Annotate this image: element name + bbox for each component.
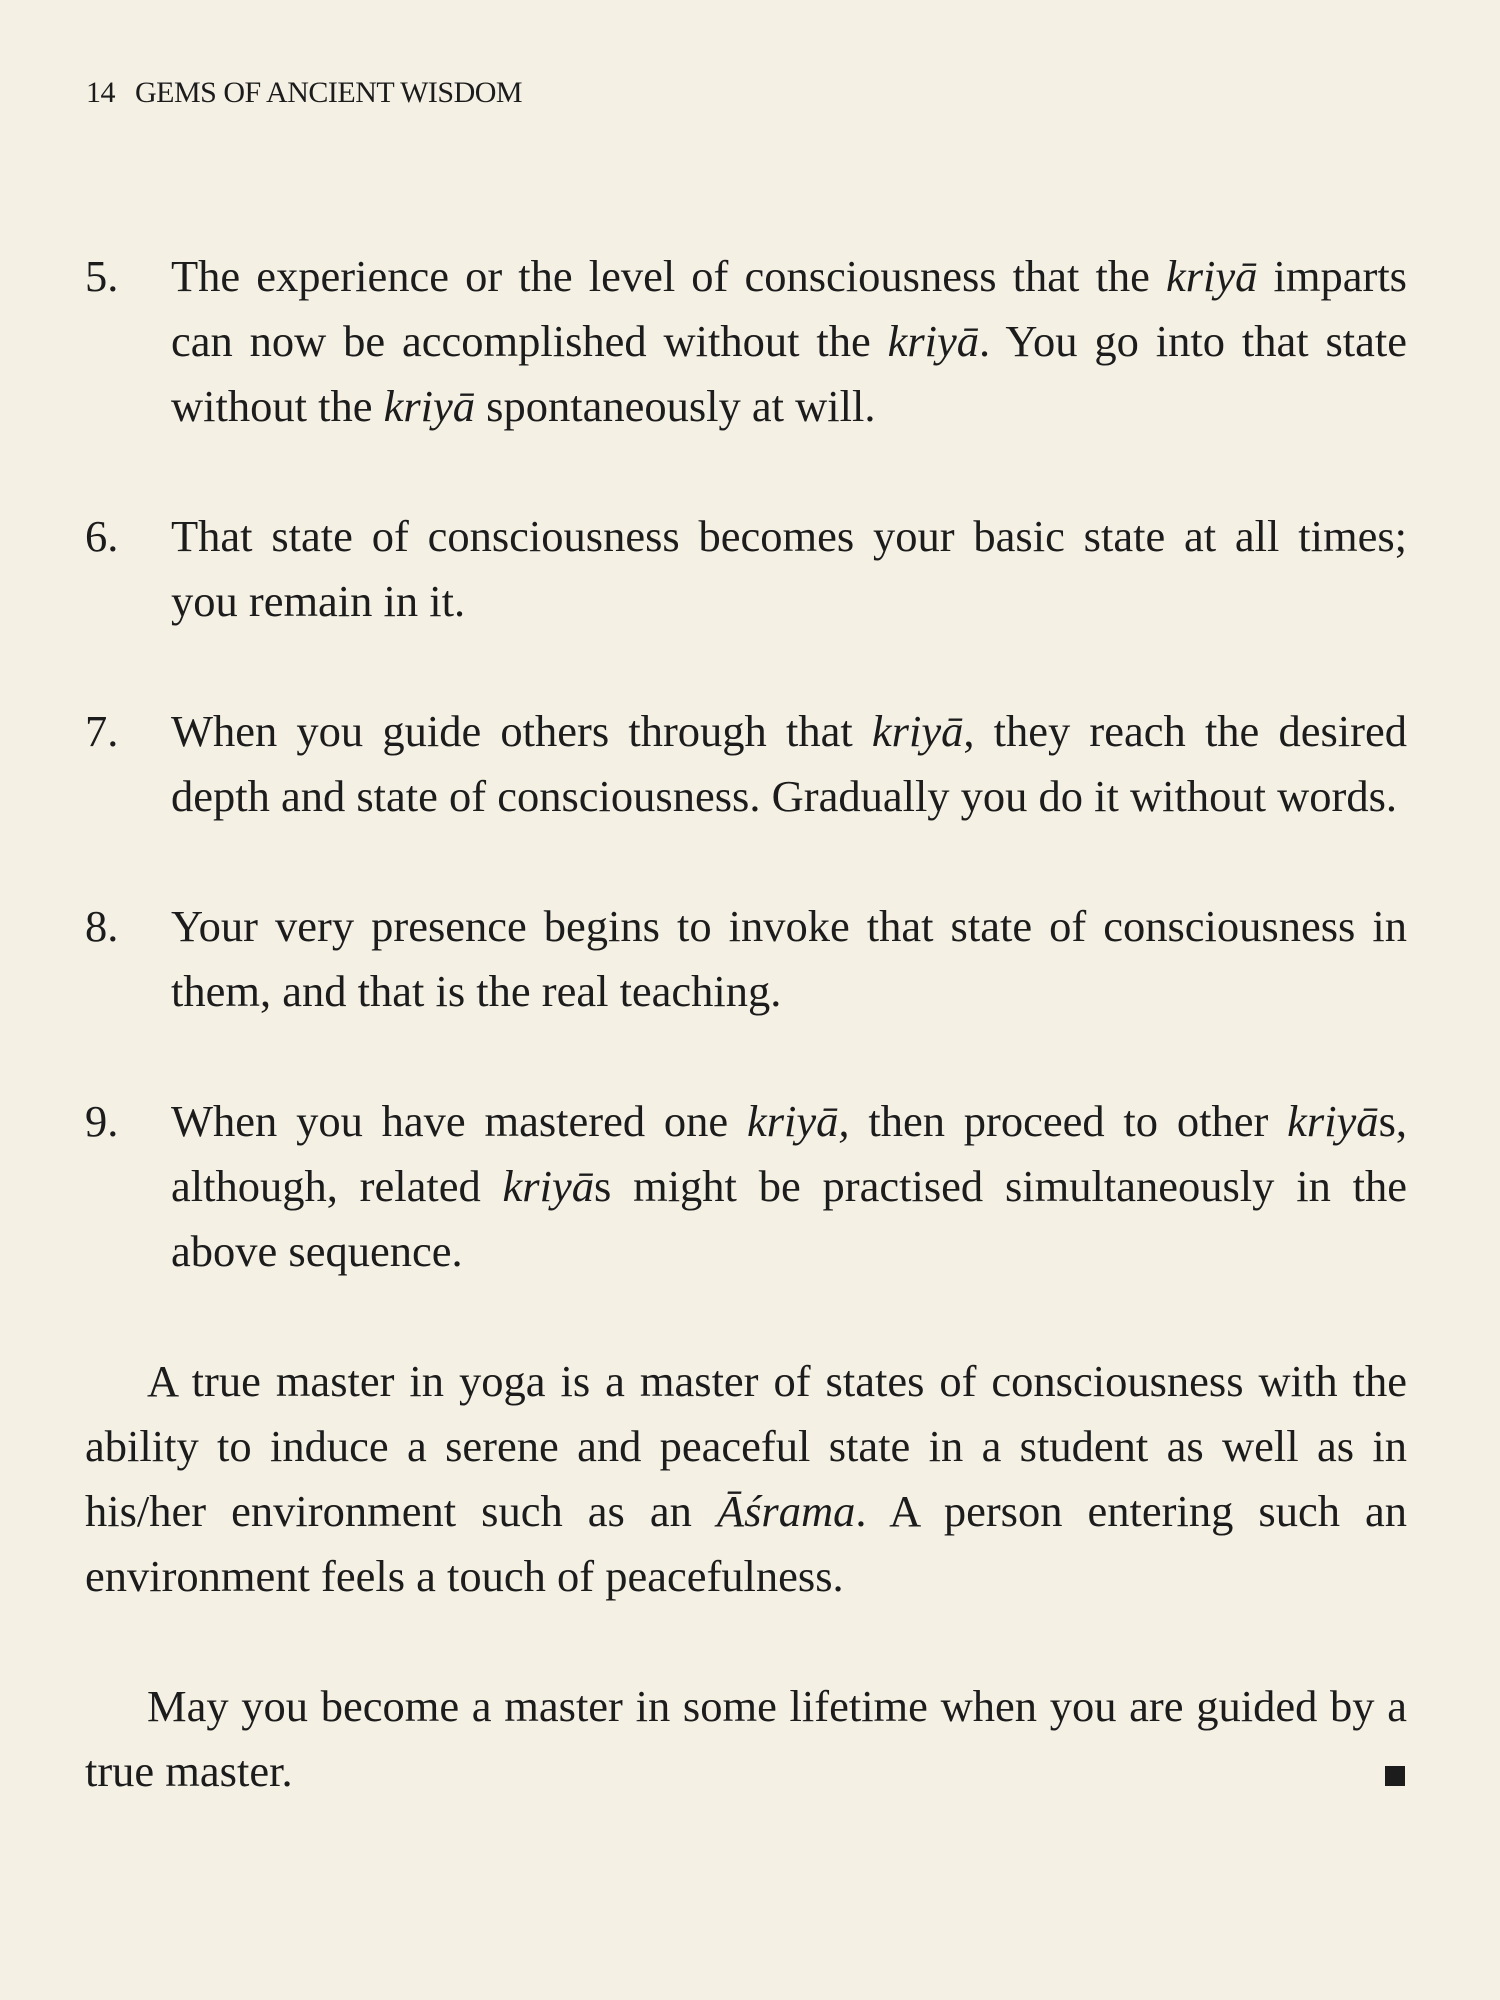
page-number: 14 [86,76,115,109]
running-header [86,76,522,110]
list-item [85,244,1407,439]
list-item-number: 9. [85,1096,119,1146]
text-run: . A person entering such an environment feels a touch of peacefulness. [85,1486,1407,1601]
text-run: When you guide others through that [171,706,872,756]
italic-term: kriyā [871,706,964,756]
body-paragraph [85,1349,1407,1609]
list-item-number: 8. [85,901,119,951]
text-run: imparts can now be accomplished without the [171,251,1407,366]
list-item [85,1089,1407,1284]
running-title: GEMS OF ANCIENT WISDOM [135,76,523,109]
italic-term: kriyā, [746,1096,850,1146]
text-run: . You go into that state without the [171,316,1407,431]
text-run: When you have mastered one [171,1096,747,1146]
numbered-list [85,244,1407,1284]
list-item-text [171,894,1407,1024]
page-content [85,244,1407,1804]
text-run: s might be practised simultaneously in the above sequence. [171,1161,1407,1276]
end-of-chapter-square-icon [1385,1766,1405,1786]
list-item-text [171,1089,1407,1284]
list-item-text [171,244,1407,439]
text-run: That state of consciousness becomes your basic state at all times; you remain in it. [171,511,1407,626]
italic-term: Āśrama [716,1486,856,1536]
text-run: A true master in yoga is a master of states of consciousness with the ability to induce a serene and peaceful state in a student as well as in his/her environment such as an [85,1356,1407,1536]
text-run: Your very presence begins to invoke that state of consciousness in them, and that is the real teaching. [171,901,1407,1016]
list-item-text [171,699,1407,829]
italic-term: kriyā [1165,251,1258,301]
closing-paragraph [85,1674,1407,1804]
italic-term: kriyā [383,381,476,431]
text-run: s, although, related [171,1096,1408,1211]
list-item [85,699,1407,829]
list-item-number: 6. [85,511,119,561]
list-item-number: 7. [85,706,119,756]
italic-term: kriyā [887,316,980,366]
list-item [85,504,1407,634]
text-run: spontaneously at will. [475,381,876,431]
list-item-text [171,504,1407,634]
text-run: The experience or the level of consciousness that the [171,251,1166,301]
text-run: then proceed to other [849,1096,1288,1146]
list-item-number: 5. [85,251,119,301]
italic-term: kriyā [1287,1096,1379,1146]
italic-term: kriyā [502,1161,594,1211]
text-run: May you become a master in some lifetime when you are guided by a true master. [85,1681,1407,1796]
text-run: , they reach the desired depth and state of consciousness. Gradually you do it without words. [171,706,1407,821]
list-item [85,894,1407,1024]
